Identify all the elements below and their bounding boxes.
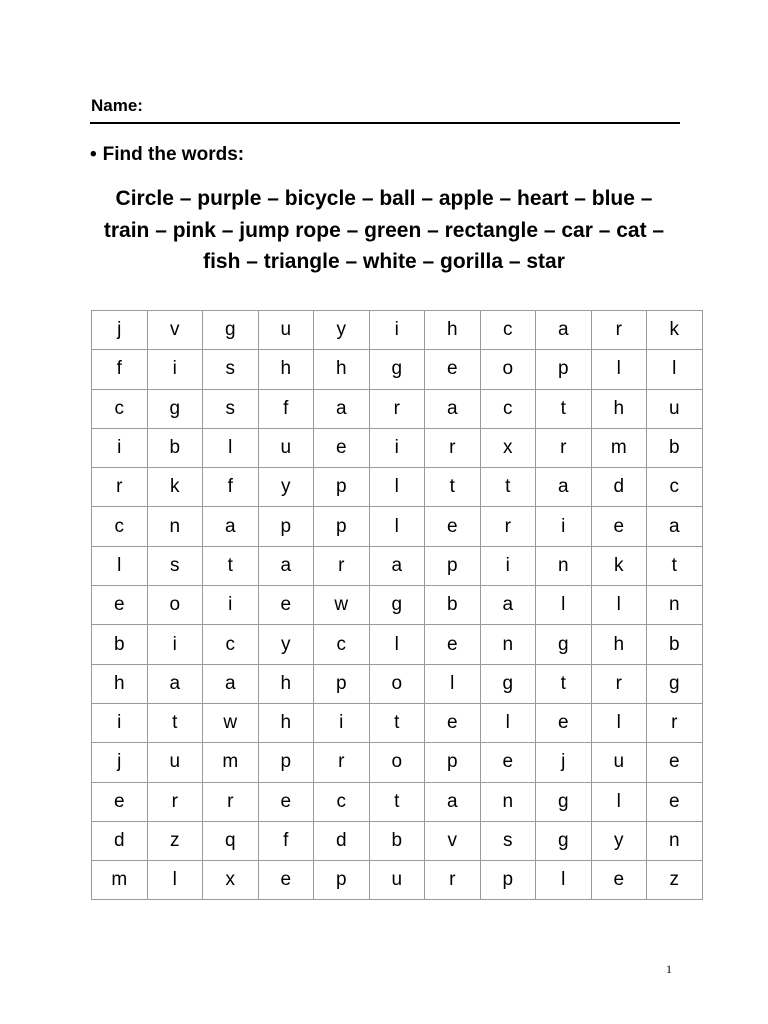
grid-row xyxy=(92,389,703,428)
instruction-text: Find the words: xyxy=(102,144,245,165)
grid-cell[interactable]: e xyxy=(258,861,314,900)
grid-cell[interactable]: i xyxy=(92,703,148,742)
grid-cell[interactable]: k xyxy=(147,468,203,507)
grid-cell[interactable]: d xyxy=(92,821,148,860)
grid-cell[interactable]: e xyxy=(425,507,481,546)
grid-cell[interactable]: h xyxy=(425,311,481,350)
grid-cell[interactable]: l xyxy=(147,861,203,900)
grid-cell[interactable]: i xyxy=(536,507,592,546)
grid-cell[interactable]: b xyxy=(647,428,703,467)
grid-row xyxy=(92,311,703,350)
grid-cell[interactable]: r xyxy=(647,703,703,742)
grid-cell[interactable]: i xyxy=(314,703,370,742)
grid-row xyxy=(92,821,703,860)
grid-row xyxy=(92,507,703,546)
grid-cell[interactable]: e xyxy=(425,625,481,664)
grid-cell[interactable]: m xyxy=(203,743,259,782)
grid-cell[interactable]: e xyxy=(425,350,481,389)
grid-cell[interactable]: l xyxy=(369,625,425,664)
grid-cell[interactable]: t xyxy=(369,782,425,821)
grid-cell[interactable]: p xyxy=(314,664,370,703)
grid-cell[interactable]: e xyxy=(258,782,314,821)
grid-cell[interactable]: c xyxy=(92,389,148,428)
grid-cell[interactable]: i xyxy=(147,625,203,664)
grid-row xyxy=(92,703,703,742)
grid-cell[interactable]: t xyxy=(536,389,592,428)
grid-cell[interactable]: h xyxy=(591,389,647,428)
grid-cell[interactable]: c xyxy=(92,507,148,546)
word-list-line: Circle – purple – bicycle – ball – apple – heart – blue – xyxy=(115,187,653,210)
grid-cell[interactable]: r xyxy=(591,664,647,703)
grid-cell[interactable]: g xyxy=(480,664,536,703)
grid-cell[interactable]: u xyxy=(258,428,314,467)
grid-cell[interactable]: e xyxy=(258,586,314,625)
grid-cell[interactable]: o xyxy=(147,586,203,625)
grid-cell[interactable]: s xyxy=(147,546,203,585)
grid-cell[interactable]: l xyxy=(647,350,703,389)
grid-row xyxy=(92,861,703,900)
grid-cell[interactable]: c xyxy=(314,782,370,821)
grid-cell[interactable]: a xyxy=(369,546,425,585)
grid-cell[interactable]: e xyxy=(314,428,370,467)
grid-cell[interactable]: t xyxy=(425,468,481,507)
grid-cell[interactable]: p xyxy=(258,743,314,782)
grid-cell[interactable]: l xyxy=(369,468,425,507)
grid-cell[interactable]: n xyxy=(480,782,536,821)
grid-cell[interactable]: e xyxy=(591,507,647,546)
grid-cell[interactable]: a xyxy=(480,586,536,625)
grid-cell[interactable]: r xyxy=(369,389,425,428)
grid-cell[interactable]: e xyxy=(480,743,536,782)
grid-cell[interactable]: j xyxy=(536,743,592,782)
grid-cell[interactable]: j xyxy=(92,743,148,782)
grid-cell[interactable]: p xyxy=(314,468,370,507)
grid-cell[interactable]: w xyxy=(203,703,259,742)
grid-cell[interactable]: e xyxy=(536,703,592,742)
grid-cell[interactable]: g xyxy=(147,389,203,428)
grid-cell[interactable]: p xyxy=(536,350,592,389)
grid-cell[interactable]: l xyxy=(369,507,425,546)
grid-cell[interactable]: t xyxy=(647,546,703,585)
grid-cell[interactable]: o xyxy=(480,350,536,389)
grid-cell[interactable]: e xyxy=(92,782,148,821)
grid-cell[interactable]: c xyxy=(314,625,370,664)
grid-cell[interactable]: z xyxy=(647,861,703,900)
grid-cell[interactable]: o xyxy=(369,743,425,782)
grid-cell[interactable]: r xyxy=(536,428,592,467)
grid-cell[interactable]: f xyxy=(92,350,148,389)
grid-cell[interactable]: f xyxy=(203,468,259,507)
grid-cell[interactable]: l xyxy=(591,350,647,389)
bullet-icon: • xyxy=(90,144,97,165)
grid-cell[interactable]: n xyxy=(147,507,203,546)
instruction xyxy=(90,141,244,169)
grid-cell[interactable]: i xyxy=(369,428,425,467)
grid-cell[interactable]: t xyxy=(536,664,592,703)
grid-cell[interactable]: t xyxy=(369,703,425,742)
grid-cell[interactable]: b xyxy=(147,428,203,467)
grid-cell[interactable]: e xyxy=(591,861,647,900)
grid-cell[interactable]: p xyxy=(480,861,536,900)
grid-cell[interactable]: x xyxy=(480,428,536,467)
grid-cell[interactable]: l xyxy=(591,703,647,742)
grid-cell[interactable]: k xyxy=(647,311,703,350)
grid-cell[interactable]: k xyxy=(591,546,647,585)
grid-cell[interactable]: s xyxy=(203,350,259,389)
grid-cell[interactable]: n xyxy=(536,546,592,585)
grid-cell[interactable]: e xyxy=(92,586,148,625)
grid-cell[interactable]: m xyxy=(92,861,148,900)
grid-cell[interactable]: w xyxy=(314,586,370,625)
grid-row xyxy=(92,625,703,664)
grid-cell[interactable]: p xyxy=(425,743,481,782)
grid-cell[interactable]: p xyxy=(425,546,481,585)
word-search-grid xyxy=(91,310,703,900)
grid-cell[interactable]: l xyxy=(92,546,148,585)
grid-cell[interactable]: g xyxy=(536,782,592,821)
word-list xyxy=(70,183,698,278)
grid-cell[interactable]: i xyxy=(147,350,203,389)
grid-cell[interactable]: y xyxy=(591,821,647,860)
grid-cell[interactable]: p xyxy=(314,507,370,546)
grid-cell[interactable]: b xyxy=(92,625,148,664)
grid-cell[interactable]: a xyxy=(425,782,481,821)
page-number: 1 xyxy=(666,962,672,976)
grid-row xyxy=(92,468,703,507)
grid-cell[interactable]: s xyxy=(203,389,259,428)
grid-cell[interactable]: c xyxy=(480,389,536,428)
grid-row xyxy=(92,743,703,782)
grid-cell[interactable]: g xyxy=(647,664,703,703)
grid-cell[interactable]: r xyxy=(147,782,203,821)
grid-cell[interactable]: v xyxy=(147,311,203,350)
grid-cell[interactable]: n xyxy=(647,821,703,860)
word-list-line: fish – triangle – white – gorilla – star xyxy=(203,250,565,273)
grid-cell[interactable]: u xyxy=(147,743,203,782)
grid-cell[interactable]: f xyxy=(258,389,314,428)
grid-cell[interactable]: l xyxy=(203,428,259,467)
grid-cell[interactable]: e xyxy=(425,703,481,742)
grid-cell[interactable]: d xyxy=(591,468,647,507)
grid-cell[interactable]: g xyxy=(536,625,592,664)
name-field[interactable] xyxy=(90,94,680,124)
grid-cell[interactable]: h xyxy=(258,703,314,742)
grid-cell[interactable]: c xyxy=(203,625,259,664)
grid-cell[interactable]: x xyxy=(203,861,259,900)
grid-cell[interactable]: l xyxy=(536,586,592,625)
grid-cell[interactable]: o xyxy=(369,664,425,703)
grid-cell[interactable]: a xyxy=(258,546,314,585)
grid-cell[interactable]: a xyxy=(647,507,703,546)
grid-cell[interactable]: n xyxy=(647,586,703,625)
grid-cell[interactable]: u xyxy=(647,389,703,428)
grid-cell[interactable]: r xyxy=(203,782,259,821)
grid-cell[interactable]: m xyxy=(591,428,647,467)
grid-cell[interactable]: i xyxy=(203,586,259,625)
grid-cell[interactable]: r xyxy=(480,507,536,546)
grid-cell[interactable]: r xyxy=(92,468,148,507)
grid-cell[interactable]: p xyxy=(258,507,314,546)
grid-cell[interactable]: s xyxy=(480,821,536,860)
grid-cell[interactable]: r xyxy=(314,546,370,585)
grid-cell[interactable]: t xyxy=(203,546,259,585)
grid-cell[interactable]: g xyxy=(369,350,425,389)
grid-row xyxy=(92,350,703,389)
grid-cell[interactable]: t xyxy=(147,703,203,742)
grid-cell[interactable]: l xyxy=(591,782,647,821)
grid-row xyxy=(92,428,703,467)
grid-cell[interactable]: h xyxy=(258,664,314,703)
grid-cell[interactable]: h xyxy=(92,664,148,703)
grid-cell[interactable]: a xyxy=(425,389,481,428)
grid-row xyxy=(92,546,703,585)
grid-cell[interactable]: u xyxy=(369,861,425,900)
grid-cell[interactable]: a xyxy=(203,507,259,546)
grid-cell[interactable]: p xyxy=(314,861,370,900)
grid-cell[interactable]: h xyxy=(314,350,370,389)
grid-cell[interactable]: b xyxy=(425,586,481,625)
grid-cell[interactable]: y xyxy=(258,468,314,507)
grid-cell[interactable]: h xyxy=(591,625,647,664)
grid-cell[interactable]: b xyxy=(369,821,425,860)
grid-cell[interactable]: l xyxy=(591,586,647,625)
grid-cell[interactable]: u xyxy=(591,743,647,782)
grid-cell[interactable]: t xyxy=(480,468,536,507)
grid-cell[interactable]: e xyxy=(647,782,703,821)
grid-cell[interactable]: c xyxy=(480,311,536,350)
grid-cell[interactable]: j xyxy=(92,311,148,350)
grid-cell[interactable]: i xyxy=(92,428,148,467)
grid-cell[interactable]: f xyxy=(258,821,314,860)
grid-cell[interactable]: a xyxy=(536,468,592,507)
name-label: Name: xyxy=(91,96,143,115)
grid-cell[interactable]: l xyxy=(425,664,481,703)
grid-row xyxy=(92,782,703,821)
grid-cell[interactable]: u xyxy=(258,311,314,350)
grid-cell[interactable]: r xyxy=(425,428,481,467)
grid-cell[interactable]: r xyxy=(314,743,370,782)
grid-cell[interactable]: i xyxy=(480,546,536,585)
grid-cell[interactable]: y xyxy=(258,625,314,664)
grid-cell[interactable]: b xyxy=(647,625,703,664)
grid-cell[interactable]: e xyxy=(647,743,703,782)
grid-cell[interactable]: g xyxy=(536,821,592,860)
grid-cell[interactable]: z xyxy=(147,821,203,860)
grid-cell[interactable]: r xyxy=(425,861,481,900)
grid-cell[interactable]: l xyxy=(480,703,536,742)
word-list-line: train – pink – jump rope – green – rectangle – car – cat – xyxy=(103,218,665,242)
grid-cell[interactable]: g xyxy=(203,311,259,350)
grid-cell[interactable]: v xyxy=(425,821,481,860)
grid-row xyxy=(92,664,703,703)
grid-cell[interactable]: i xyxy=(369,311,425,350)
grid-cell[interactable]: r xyxy=(591,311,647,350)
grid-cell[interactable]: q xyxy=(203,821,259,860)
grid-cell[interactable]: a xyxy=(203,664,259,703)
grid-cell[interactable]: l xyxy=(536,861,592,900)
grid-cell[interactable]: a xyxy=(536,311,592,350)
grid-cell[interactable]: n xyxy=(480,625,536,664)
grid-cell[interactable]: y xyxy=(314,311,370,350)
grid-cell[interactable]: c xyxy=(647,468,703,507)
grid-cell[interactable]: a xyxy=(314,389,370,428)
grid-cell[interactable]: g xyxy=(369,586,425,625)
grid-cell[interactable]: a xyxy=(147,664,203,703)
grid-row xyxy=(92,586,703,625)
grid-cell[interactable]: h xyxy=(258,350,314,389)
grid-cell[interactable]: d xyxy=(314,821,370,860)
